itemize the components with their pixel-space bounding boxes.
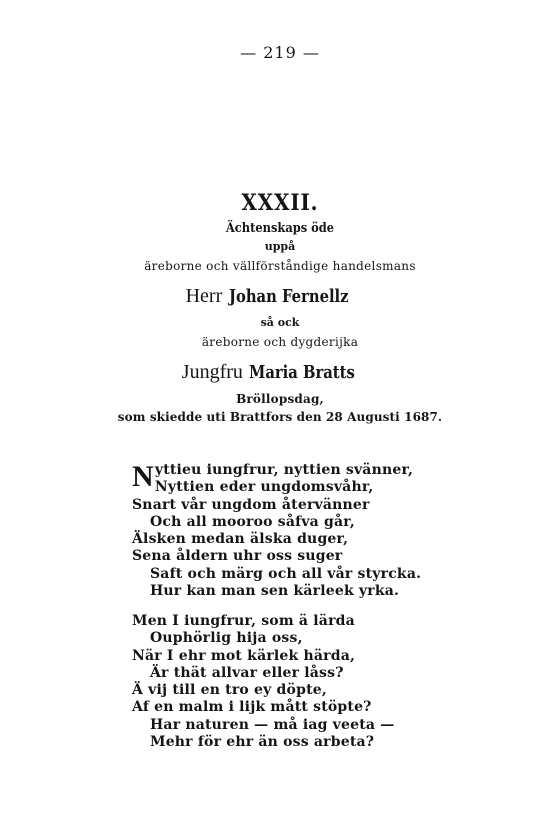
groom-line — [0, 283, 560, 308]
verse-line: Snart vår ungdom återvänner — [132, 496, 370, 513]
sa-ock-line: så ock — [260, 316, 300, 329]
uppa-line: uppå — [264, 240, 296, 253]
honorific-line-2: äreborne och dygderijka — [201, 335, 359, 349]
stanza-2 — [132, 613, 462, 751]
poem-numeral: XXXII. — [241, 190, 319, 216]
verse-line: Har naturen — må iag veeta — — [150, 716, 395, 733]
groom-name: Johan Fernellz — [228, 286, 349, 307]
verse-line: yttieu iungfrur, nyttien svänner, — [154, 462, 414, 478]
verse-line: Men I iungfrur, som ä lärda — [132, 613, 355, 629]
poem-subtitle: Ächtenskaps öde — [225, 221, 335, 236]
verse-line: Af en malm i lijk mått stöpte? — [132, 699, 372, 716]
date-line: Bröllopsdag, — [236, 392, 324, 406]
bride-title: Jungfru — [181, 361, 243, 383]
verse-line: Och all mooroo såfva går, — [150, 513, 355, 530]
poem-header — [0, 190, 560, 424]
verse-line: Är thät allvar eller låss? — [150, 664, 344, 681]
verse-line: Saft och märg och all vår styrcka. — [150, 565, 422, 582]
verse-line: Sena åldern uhr oss suger — [132, 548, 343, 565]
verse-line: Hur kan man sen kärleek yrka. — [150, 583, 400, 600]
verse-line: Ä vij till en tro ey döpte, — [132, 682, 327, 699]
bride-line — [0, 359, 560, 384]
place-line: som skiedde uti Brattfors den 28 Augusti 1687. — [117, 410, 443, 424]
verse-line: Nyttien eder ungdomsvåhr, — [154, 479, 374, 496]
page-number: — 219 — — [240, 43, 320, 62]
verse-line: När I ehr mot kärlek härda, — [132, 647, 356, 664]
verse-line: Mehr för ehr än oss arbeta? — [150, 734, 375, 751]
groom-title: Herr — [185, 285, 223, 307]
drop-cap: N — [132, 460, 154, 493]
verse-line: Älsken medan älska duger, — [132, 531, 349, 548]
bride-name: Maria Bratts — [249, 362, 356, 383]
stanza-1 — [132, 462, 462, 600]
verse-line: Ouphörlig hija oss, — [150, 630, 303, 647]
honorific-line: äreborne och vällförståndige handelsmans — [144, 259, 416, 273]
